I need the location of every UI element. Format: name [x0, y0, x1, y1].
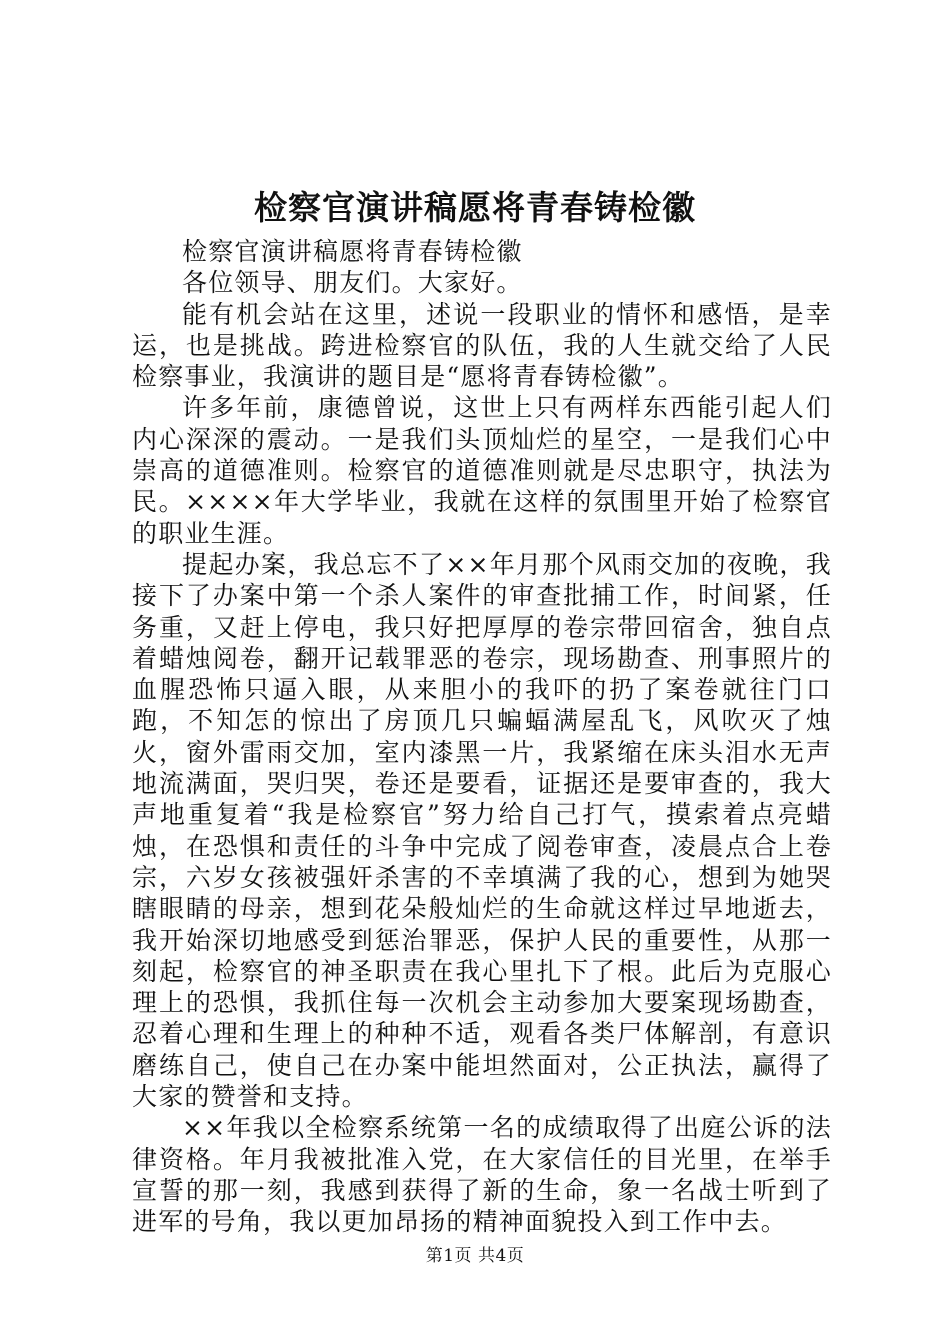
paragraph: ××年我以全检察系统第一名的成绩取得了出庭公诉的法律资格。年月我被批准入党，在大家信任的目光里，在举手宣誓的那一刻，我感到获得了新的生命，象一名战士听到了进军的号角，我以更加昂扬的精神面貌投入到工作中去。 — [132, 1113, 832, 1237]
paragraph: 许多年前，康德曾说，这世上只有两样东西能引起人们内心深深的震动。一是我们头顶灿烂的星空，一是我们心中崇高的道德准则。检察官的道德准则就是尽忠职守，执法为民。××××年大学毕业，我就在这样的氛围里开始了检察官的职业生涯。 — [132, 393, 832, 548]
paragraph: 提起办案，我总忘不了××年月那个风雨交加的夜晚，我接下了办案中第一个杀人案件的审查批捕工作，时间紧，任务重，又赶上停电，我只好把厚厚的卷宗带回宿舍，独自点着蜡烛阅卷，翻开记载罪恶的卷宗，现场勘查、刑事照片的血腥恐怖只逼入眼，从来胆小的我吓的扔了案卷就往门口跑，不知怎的惊出了房顶几只蝙蝠满屋乱飞，风吹灭了烛火，窗外雷雨交加，室内漆黑一片，我紧缩在床头泪水无声地流满面，哭归哭，卷还是要看，证据还是要审查的，我大声地重复着“我是检察官”努力给自己打气，摸索着点亮蜡烛，在恐惧和责任的斗争中完成了阅卷审查，凌晨点合上卷宗，六岁女孩被强奸杀害的不幸填满了我的心，想到为她哭瞎眼睛的母亲，想到花朵般灿烂的生命就这样过早地逝去，我开始深切地感受到惩治罪恶，保护人民的重要性，从那一刻起，检察官的神圣职责在我心里扎下了根。此后为克服心理上的恐惧，我抓住每一次机会主动参加大要案现场勘查，忍着心理和生理上的种种不适，观看各类尸体解剖，有意识磨练自己，使自己在办案中能坦然面对，公正执法，赢得了大家的赞誉和支持。 — [132, 549, 832, 1112]
paragraph: 检察官演讲稿愿将青春铸检徽 — [182, 237, 523, 266]
page-title: 检察官演讲稿愿将青春铸检徽 — [254, 188, 696, 227]
paragraph: 能有机会站在这里，述说一段职业的情怀和感悟，是幸运，也是挑战。跨进检察官的队伍，我的人生就交给了人民检察事业，我演讲的题目是“愿将青春铸检徽”。 — [132, 299, 832, 392]
document-body — [132, 236, 832, 1238]
page-footer: 第1页 共4页 — [425, 1246, 525, 1266]
paragraph: 各位领导、朋友们。大家好。 — [182, 268, 523, 298]
